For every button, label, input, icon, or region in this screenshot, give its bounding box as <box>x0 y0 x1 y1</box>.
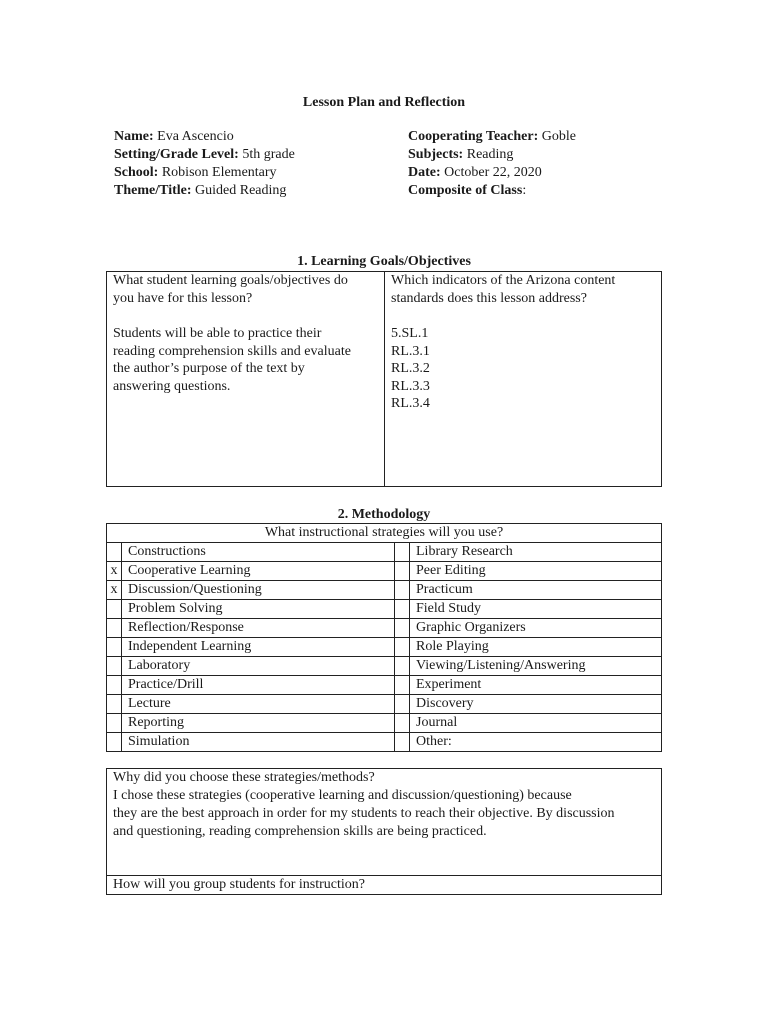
strategy-right: Field Study <box>410 600 662 619</box>
grade-row <box>114 146 295 164</box>
date-value: October 22, 2020 <box>444 165 542 180</box>
strategy-mark-right <box>395 543 410 562</box>
composite-row <box>408 182 576 200</box>
teacher-value: Goble <box>541 129 576 144</box>
strategy-row <box>107 676 662 695</box>
strategy-right: Role Playing <box>410 638 662 657</box>
strategy-left: Simulation <box>122 733 395 752</box>
methodology-table <box>106 523 662 752</box>
goals-answer-line: reading comprehension skills and evaluate <box>113 343 351 359</box>
school-label: School: <box>114 165 159 180</box>
info-left <box>114 128 295 200</box>
strategy-left: Practice/Drill <box>122 676 395 695</box>
teacher-label: Cooperating Teacher: <box>408 129 539 144</box>
strategy-mark-left <box>107 619 122 638</box>
group-question: How will you group students for instruction? <box>107 876 662 895</box>
goals-answer-line: Students will be able to practice their <box>113 326 322 341</box>
strategy-right: Viewing/Listening/Answering <box>410 657 662 676</box>
goals-table <box>106 271 662 487</box>
date-label: Date: <box>408 165 441 180</box>
strategy-mark-right <box>395 714 410 733</box>
strategy-row <box>107 562 662 581</box>
standards-question-line: Which indicators of the Arizona content <box>391 273 616 288</box>
strategy-mark-left <box>107 543 122 562</box>
strategy-right: Discovery <box>410 695 662 714</box>
strategy-mark-left <box>107 638 122 657</box>
strategy-left: Reflection/Response <box>122 619 395 638</box>
strategy-left: Cooperative Learning <box>122 562 395 581</box>
strategy-left: Lecture <box>122 695 395 714</box>
why-answer-line: I chose these strategies (cooperative learning and discussion/questioning) because <box>113 788 572 803</box>
why-question: Why did you choose these strategies/methods? <box>113 770 375 785</box>
strategy-left: Problem Solving <box>122 600 395 619</box>
strategy-row <box>107 619 662 638</box>
standard-item: RL.3.4 <box>391 396 430 411</box>
goals-question-line: What student learning goals/objectives do <box>113 273 348 288</box>
theme-label: Theme/Title: <box>114 183 192 198</box>
page-title: Lesson Plan and Reflection <box>302 95 466 110</box>
strategy-mark-left <box>107 600 122 619</box>
strategy-right: Practicum <box>410 581 662 600</box>
goals-question-line: you have for this lesson? <box>113 290 253 306</box>
date-row <box>408 164 576 182</box>
standard-item: RL.3.2 <box>391 361 430 376</box>
standards-cell <box>385 272 662 487</box>
strategy-mark-right <box>395 638 410 657</box>
strategy-row <box>107 657 662 676</box>
strategy-left: Laboratory <box>122 657 395 676</box>
strategy-mark-left <box>107 714 122 733</box>
strategy-row <box>107 733 662 752</box>
strategy-mark-left: x <box>107 562 122 581</box>
school-row <box>114 164 295 182</box>
strategy-left: Constructions <box>122 543 395 562</box>
standards-question-line: standards does this lesson address? <box>391 290 587 306</box>
strategy-row <box>107 543 662 562</box>
subjects-row <box>408 146 576 164</box>
theme-row <box>114 182 295 200</box>
strategy-mark-left <box>107 676 122 695</box>
strategy-left: Independent Learning <box>122 638 395 657</box>
grade-value: 5th grade <box>242 147 295 162</box>
strategy-right: Library Research <box>410 543 662 562</box>
strategy-mark-left <box>107 695 122 714</box>
strategy-mark-left <box>107 657 122 676</box>
grade-label: Setting/Grade Level: <box>114 147 239 162</box>
methodology-question: What instructional strategies will you use? <box>107 524 662 543</box>
strategy-mark-right <box>395 657 410 676</box>
section1-title: 1. Learning Goals/Objectives <box>297 254 471 269</box>
why-cell <box>107 769 662 876</box>
strategy-mark-right <box>395 676 410 695</box>
subjects-value: Reading <box>466 147 514 162</box>
composite-label: Composite of Class <box>408 183 523 198</box>
strategy-mark-left <box>107 733 122 752</box>
strategy-mark-left: x <box>107 581 122 600</box>
strategy-row <box>107 600 662 619</box>
name-row <box>114 128 295 146</box>
strategy-right: Journal <box>410 714 662 733</box>
why-answer-line: and questioning, reading comprehension skills are being practiced. <box>113 824 487 839</box>
strategy-left: Reporting <box>122 714 395 733</box>
theme-value: Guided Reading <box>195 183 287 198</box>
info-right <box>408 128 576 200</box>
strategy-row <box>107 714 662 733</box>
strategy-right: Other: <box>410 733 662 752</box>
school-value: Robison Elementary <box>161 165 277 180</box>
standard-item: RL.3.1 <box>391 343 430 359</box>
goals-cell <box>107 272 385 487</box>
strategy-mark-right <box>395 562 410 581</box>
subjects-label: Subjects: <box>408 147 464 162</box>
strategy-right: Experiment <box>410 676 662 695</box>
strategy-right: Peer Editing <box>410 562 662 581</box>
composite-value: : <box>522 183 527 198</box>
strategy-mark-right <box>395 581 410 600</box>
strategy-row <box>107 638 662 657</box>
strategy-mark-right <box>395 733 410 752</box>
standard-item: RL.3.3 <box>391 378 430 394</box>
strategy-right: Graphic Organizers <box>410 619 662 638</box>
strategy-mark-right <box>395 619 410 638</box>
goals-answer-line: the author’s purpose of the text by <box>113 361 305 376</box>
strategy-mark-right <box>395 600 410 619</box>
strategy-row <box>107 695 662 714</box>
strategy-left: Discussion/Questioning <box>122 581 395 600</box>
strategy-mark-right <box>395 695 410 714</box>
goals-answer-line: answering questions. <box>113 378 231 394</box>
why-answer-line: they are the best approach in order for my students to reach their objective. By discussion <box>113 806 615 821</box>
teacher-row <box>408 128 576 146</box>
strategies-table <box>106 768 662 895</box>
standard-item: 5.SL.1 <box>391 326 429 341</box>
name-label: Name: <box>114 129 154 144</box>
strategy-row <box>107 581 662 600</box>
section2-title: 2. Methodology <box>337 507 431 522</box>
name-value: Eva Ascencio <box>157 129 234 144</box>
